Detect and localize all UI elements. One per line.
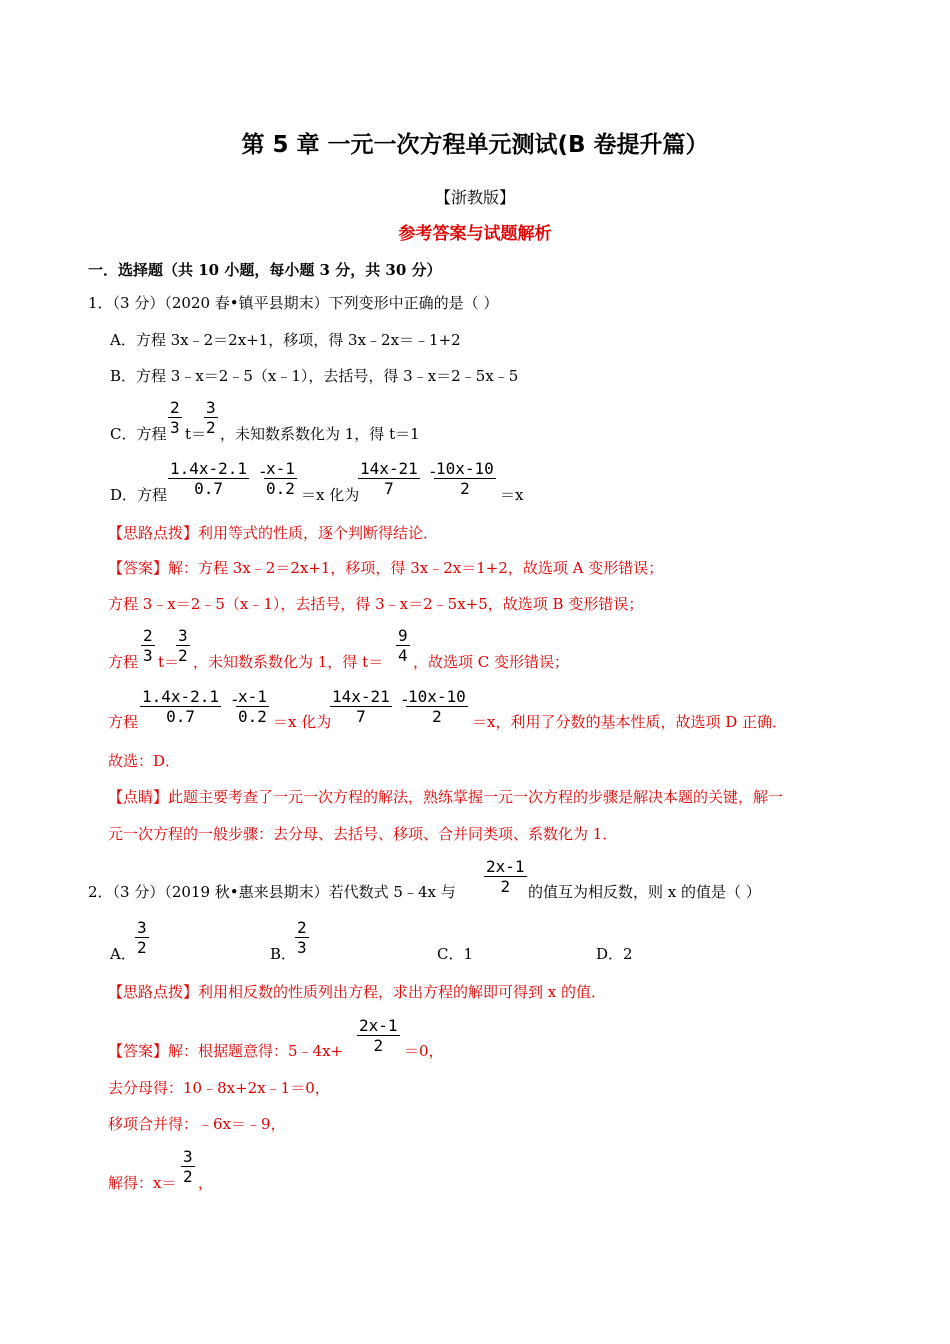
fraction-d3: $\frac{14x-21}{7}$: [360, 459, 418, 498]
section-heading: 一．选择题（共 10 小题，每小题 3 分，共 30 分）: [88, 261, 442, 279]
q1-option-a: A．方程 3x﹣2＝2x+1，移项，得 3x﹣2x＝﹣1+2: [110, 331, 461, 349]
q1-option-c-prefix: C．方程: [110, 425, 167, 443]
q2-step-3-suffix: ，: [198, 1174, 214, 1192]
fraction-d1: $\frac{1.4x-2.1}{0.7}$: [170, 459, 248, 498]
q1-option-c-suffix: ，未知数系数化为 1，得 t＝1: [220, 425, 420, 443]
fraction-d4: $\frac{10x-10}{2}$: [436, 459, 494, 498]
q1-answer-line-2: 方程 3﹣x＝2﹣5（x﹣1），去括号，得 3﹣x＝2﹣5x+5，故选项 B 变形错误；: [108, 595, 644, 613]
fraction-nine-quarters: $\frac{9}{4}$: [398, 626, 408, 665]
fraction-three-halves: $\frac{3}{2}$: [137, 918, 147, 957]
q2-option-c: C．1: [437, 945, 474, 963]
fraction-q2: $\frac{2x-1}{2}$: [359, 1016, 398, 1055]
q1-answer-line-3-suffix: ，故选项 C 变形错误；: [413, 653, 570, 671]
q1-answer-line-4-mid: ＝x 化为: [273, 713, 332, 731]
q1-option-b: B．方程 3﹣x＝2﹣5（x﹣1），去括号，得 3﹣x＝2﹣5x﹣5: [110, 367, 519, 385]
q1-comment-line-2: 元一次方程的一般步骤：去分母、去括号、移项、合并同类项、系数化为 1．: [108, 825, 618, 843]
fraction-two-thirds: $\frac{2}{3}$: [170, 398, 180, 437]
fraction-three-halves: $\frac{3}{2}$: [178, 626, 188, 665]
fraction-d4: $\frac{10x-10}{2}$: [408, 687, 466, 726]
q1-answer-line-1: 【答案】解：方程 3x﹣2＝2x+1，移项，得 3x﹣2x＝1+2，故选项 A 变形错误；: [108, 559, 664, 577]
minus-sign: -: [428, 462, 438, 481]
q1-comment-line-1: 【点睛】此题主要考查了一元一次方程的解法，熟练掌握一元一次方程的步骤是解决本题的关键，解一: [108, 788, 784, 806]
fraction-three-halves: $\frac{3}{2}$: [206, 398, 216, 437]
minus-sign: -: [258, 462, 268, 481]
fraction-two-thirds: $\frac{2}{3}$: [297, 918, 307, 957]
q2-stem-suffix: 的值互为相反数，则 x 的值是（ ）: [528, 883, 761, 901]
q1-answer-line-3-mid: ，未知数系数化为 1，得 t＝: [193, 653, 384, 671]
q2-answer-suffix: ＝0，: [404, 1042, 444, 1060]
q2-step-2: 移项合并得：﹣6x＝﹣9，: [108, 1115, 286, 1133]
q1-stem: 1．（3 分）（2020 春•镇平县期末）下列变形中正确的是（ ）: [88, 294, 499, 312]
edition-label: 【浙教版】: [434, 188, 515, 207]
q1-option-d-mid: ＝x 化为: [301, 486, 360, 504]
fraction-d1: $\frac{1.4x-2.1}{0.7}$: [142, 687, 220, 726]
q2-option-a: A．: [110, 945, 136, 963]
q1-answer-line-3-prefix: 方程: [108, 653, 139, 671]
q2-step-1: 去分母得：10﹣8x+2x﹣1＝0，: [108, 1079, 330, 1097]
minus-sign: -: [400, 690, 410, 709]
fraction-d2: $\frac{x-1}{0.2}$: [266, 459, 295, 498]
minus-sign: -: [230, 690, 240, 709]
q2-step-3-prefix: 解得：x＝: [108, 1174, 177, 1192]
q1-answer-line-4-prefix: 方程: [108, 713, 139, 731]
q1-option-c-t: t＝: [185, 425, 207, 443]
q2-answer-prefix: 【答案】解：根据题意得：5﹣4x+: [108, 1042, 344, 1060]
q1-choice: 故选：D．: [108, 752, 181, 770]
fraction-q2: $\frac{2x-1}{2}$: [486, 857, 525, 896]
q1-answer-line-4-suffix: ＝x，利用了分数的基本性质，故选项 D 正确．: [472, 713, 788, 731]
page-title: 第 5 章 一元一次方程单元测试(B 卷提升篇）: [241, 132, 709, 158]
q1-option-d-prefix: D．方程: [110, 486, 168, 504]
fraction-d2: $\frac{x-1}{0.2}$: [238, 687, 267, 726]
q2-option-d: D．2: [596, 945, 633, 963]
fraction-three-halves: $\frac{3}{2}$: [183, 1147, 193, 1186]
answer-heading: 参考答案与试题解析: [398, 224, 552, 244]
q1-option-d-end: ＝x: [500, 486, 524, 504]
q2-stem-prefix: 2．（3 分）（2019 秋•惠来县期末）若代数式 5﹣4x 与: [88, 883, 456, 901]
fraction-d3: $\frac{14x-21}{7}$: [332, 687, 390, 726]
q2-option-b: B．: [270, 945, 297, 963]
q2-hint: 【思路点拨】利用相反数的性质列出方程，求出方程的解即可得到 x 的值．: [108, 983, 606, 1001]
q1-answer-line-3-t: t＝: [158, 653, 180, 671]
q1-hint: 【思路点拨】利用等式的性质，逐个判断得结论．: [108, 524, 439, 542]
fraction-two-thirds: $\frac{2}{3}$: [143, 626, 153, 665]
